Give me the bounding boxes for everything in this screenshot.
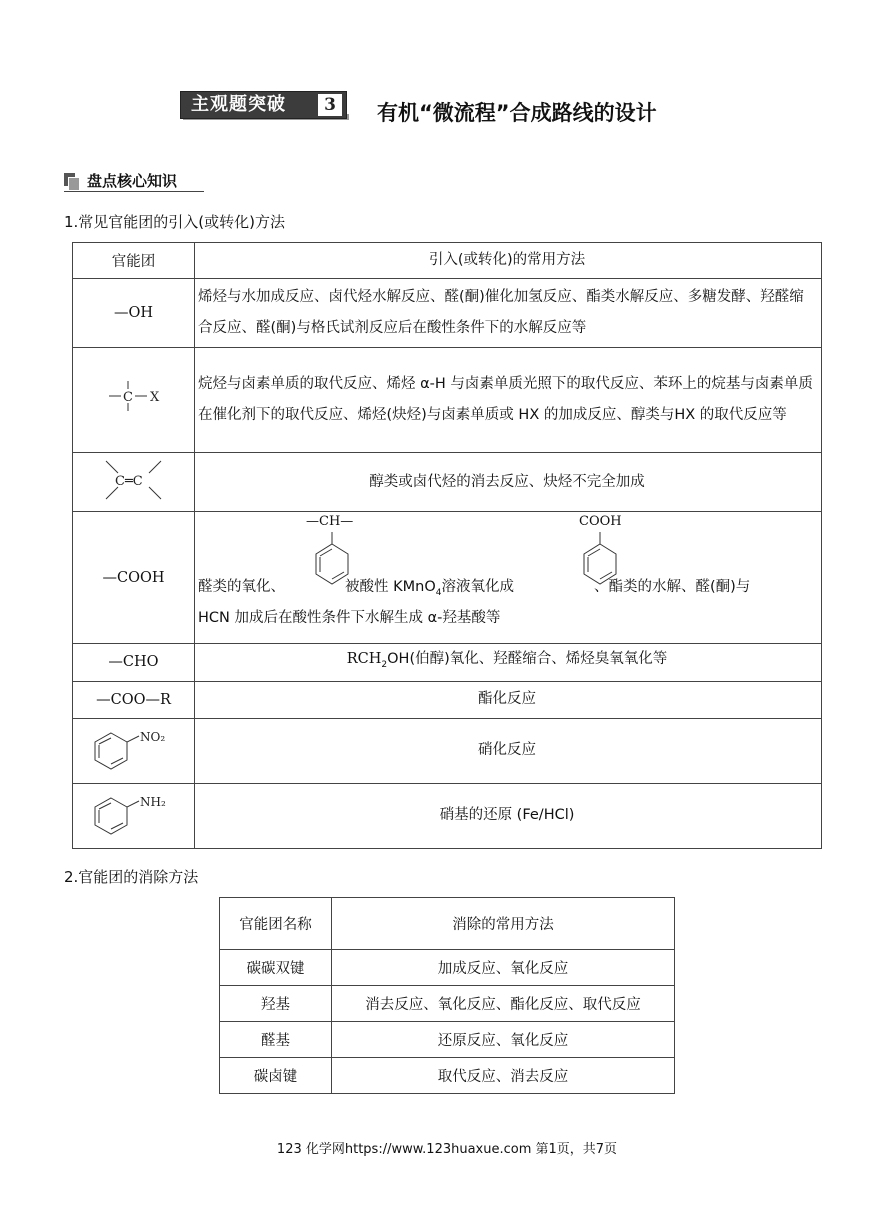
subscript: 2	[381, 659, 388, 670]
alkene-structure	[73, 453, 194, 507]
section-title: 盘点核心知识	[87, 172, 178, 190]
method-cell: 醇类或卤代烃的消去反应、炔烃不完全加成	[195, 453, 822, 512]
header-cell: 消除的常用方法	[332, 898, 675, 950]
group-nitro	[73, 718, 195, 783]
group-name-cell: 醛基	[220, 1022, 332, 1058]
amino-label: NH₂	[140, 794, 166, 809]
header-cell: 官能团名称	[220, 898, 332, 950]
table-row	[220, 1022, 675, 1058]
page-title: 有机“微流程”合成路线的设计	[377, 101, 657, 125]
text-fragment: 被酸性 KMnO	[345, 579, 436, 595]
group-name-cell: 碳卤键	[220, 1058, 332, 1094]
table-row	[73, 279, 822, 348]
method-cell: 还原反应、氧化反应	[332, 1022, 675, 1058]
heading-2: 2.官能团的消除方法	[64, 868, 199, 886]
table-row	[73, 348, 822, 453]
aniline-structure	[73, 784, 194, 844]
method-cell: 加成反应、氧化反应	[332, 950, 675, 986]
text-fragment: HCN 加成后在酸性条件下水解生成 α-羟基酸等	[198, 610, 501, 626]
method-cell: 硝化反应	[195, 718, 822, 783]
text-fragment: OH(伯醇)氧化、羟醛缩合、烯烃臭氧氧化等	[387, 651, 668, 667]
alkene-label: C═C	[115, 474, 143, 489]
method-cell: 烯烃与水加成反应、卤代烃水解反应、醛(酮)催化加氢反应、酯类水解反应、多糖发酵、羟醛缩合反应、醛(酮)与格氏试剂反应后在酸性条件下的水解反应等	[195, 279, 822, 348]
carbon-halide-structure	[73, 348, 194, 448]
method-cell	[195, 644, 822, 682]
table-header-row	[73, 243, 822, 279]
svg-text:C: C	[123, 390, 133, 405]
table-header-row	[220, 898, 675, 950]
subscript: 4	[435, 587, 442, 598]
method-cell: 酯化反应	[195, 681, 822, 718]
group-ester: —COO—R	[73, 681, 195, 718]
text-fragment: 溶液氧化成	[441, 579, 514, 595]
table-row	[220, 986, 675, 1022]
page-footer: 123 化学网https://www.123huaxue.com 第1页，共7页	[276, 1142, 618, 1157]
badge-text: 主观题突破	[191, 94, 286, 115]
heading-1: 1.常见官能团的引入(或转化)方法	[64, 213, 286, 231]
method-cell: 取代反应、消去反应	[332, 1058, 675, 1094]
table-row	[73, 783, 822, 848]
benzoic-acid-label: COOH	[579, 514, 622, 529]
table-row	[220, 950, 675, 986]
group-alkene	[73, 453, 195, 512]
header-cell: 引入(或转化)的常用方法	[195, 243, 822, 279]
halide-label: X	[150, 390, 160, 405]
title-badge	[180, 91, 347, 119]
text-fragment: 醛类的氧化、	[198, 579, 285, 595]
text-fragment: 、酯类的水解、醛(酮)与	[593, 579, 751, 595]
group-cho: —CHO	[73, 644, 195, 682]
nitrobenzene-structure	[73, 719, 194, 779]
text-fragment: RCH	[346, 651, 382, 667]
group-oh: —OH	[73, 279, 195, 348]
group-name-cell: 碳碳双键	[220, 950, 332, 986]
group-halide	[73, 348, 195, 453]
table-row	[73, 681, 822, 718]
table-row	[73, 512, 822, 644]
table-functional-group-introduction	[72, 242, 822, 849]
header-cell: 官能团	[73, 243, 195, 279]
method-cell-cooh	[195, 512, 822, 644]
table-functional-group-elimination	[219, 897, 675, 1094]
table-row	[220, 1058, 675, 1094]
book-icon-page	[68, 177, 80, 191]
section-underline	[64, 191, 204, 192]
group-name-cell: 羟基	[220, 986, 332, 1022]
badge-number: 3	[318, 94, 342, 116]
method-cell: 消去反应、氧化反应、酯化反应、取代反应	[332, 986, 675, 1022]
nitro-label: NO₂	[140, 729, 166, 744]
table-row	[73, 718, 822, 783]
table-row	[73, 453, 822, 512]
method-cell: 硝基的还原 (Fe/HCl)	[195, 783, 822, 848]
method-cell: 烷烃与卤素单质的取代反应、烯烃 α-H 与卤素单质光照下的取代反应、苯环上的烷基与卤素单质在催化剂下的取代反应、烯烃(炔烃)与卤素单质或 HX 的加成反应、醇类与HX 的取代反应等	[195, 348, 822, 453]
group-amino	[73, 783, 195, 848]
table-row	[73, 644, 822, 682]
group-cooh: —COOH	[73, 512, 195, 644]
alkyl-benzene-label: —CH—	[306, 514, 354, 529]
